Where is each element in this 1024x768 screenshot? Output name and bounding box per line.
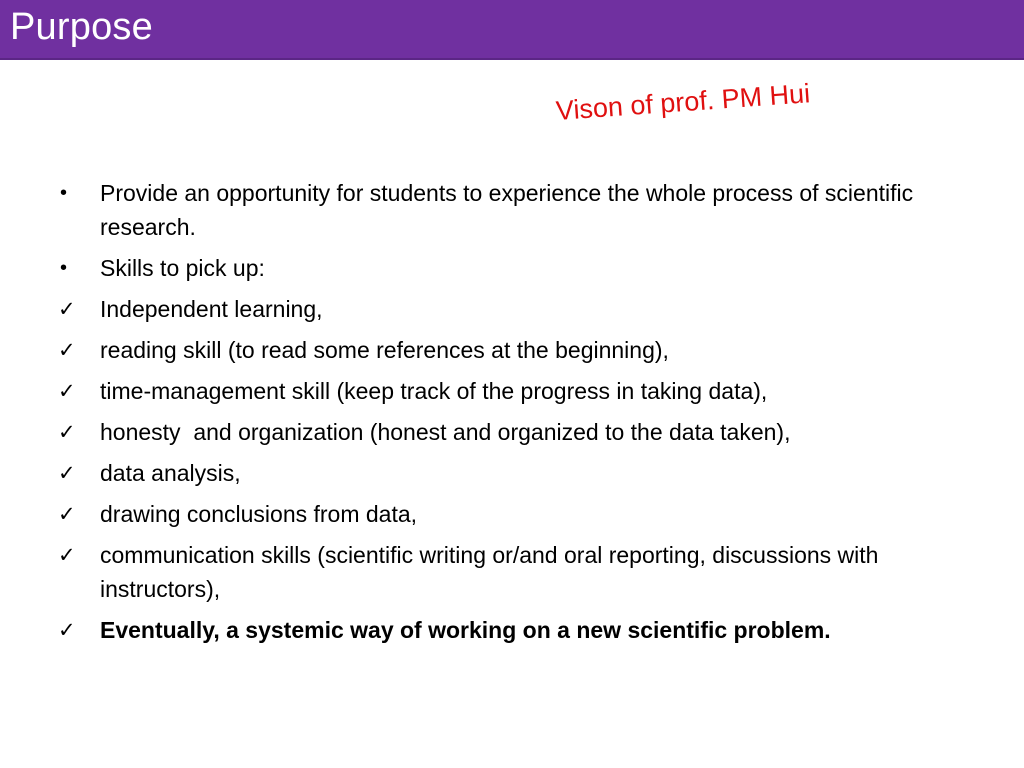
list-item <box>58 176 958 244</box>
checkmark-icon: ✓ <box>58 379 76 403</box>
list-item <box>58 292 958 326</box>
slide-title: Purpose <box>10 6 153 48</box>
checkmark-icon: ✓ <box>58 543 76 567</box>
list-item <box>58 497 958 531</box>
list-item <box>58 415 958 449</box>
list-item <box>58 333 958 367</box>
list-item-text: data analysis, <box>100 460 241 486</box>
list-item-text: reading skill (to read some references at the beginning), <box>100 337 669 363</box>
list-item <box>58 456 958 490</box>
list-item <box>58 613 958 647</box>
title-bar <box>0 0 1024 60</box>
list-item-text: Eventually, a systemic way of working on a new scientific problem. <box>100 617 831 643</box>
list-item <box>58 538 958 606</box>
bullet-dot-icon: • <box>60 257 68 279</box>
list-item <box>58 374 958 408</box>
list-item-text: communication skills (scientific writing or/and oral reporting, discussions with instructors), <box>100 542 879 602</box>
list-item-text: time-management skill (keep track of the progress in taking data), <box>100 378 768 404</box>
list-item-text: honesty and organization (honest and organized to the data taken), <box>100 419 791 445</box>
list-item-text: Provide an opportunity for students to experience the whole process of scientific research. <box>100 180 914 240</box>
list-item-text: Skills to pick up: <box>100 255 265 281</box>
list-item <box>58 251 958 285</box>
bullet-list <box>58 176 958 654</box>
checkmark-icon: ✓ <box>58 461 76 485</box>
checkmark-icon: ✓ <box>58 618 76 642</box>
checkmark-icon: ✓ <box>58 420 76 444</box>
checkmark-icon: ✓ <box>58 338 76 362</box>
list-item-text: drawing conclusions from data, <box>100 501 418 527</box>
checkmark-icon: ✓ <box>58 502 76 526</box>
list-item-text: Independent learning, <box>100 296 323 322</box>
bullet-dot-icon: • <box>60 182 68 204</box>
subtitle-vision: Vison of prof. PM Hui <box>554 78 812 126</box>
checkmark-icon: ✓ <box>58 297 76 321</box>
